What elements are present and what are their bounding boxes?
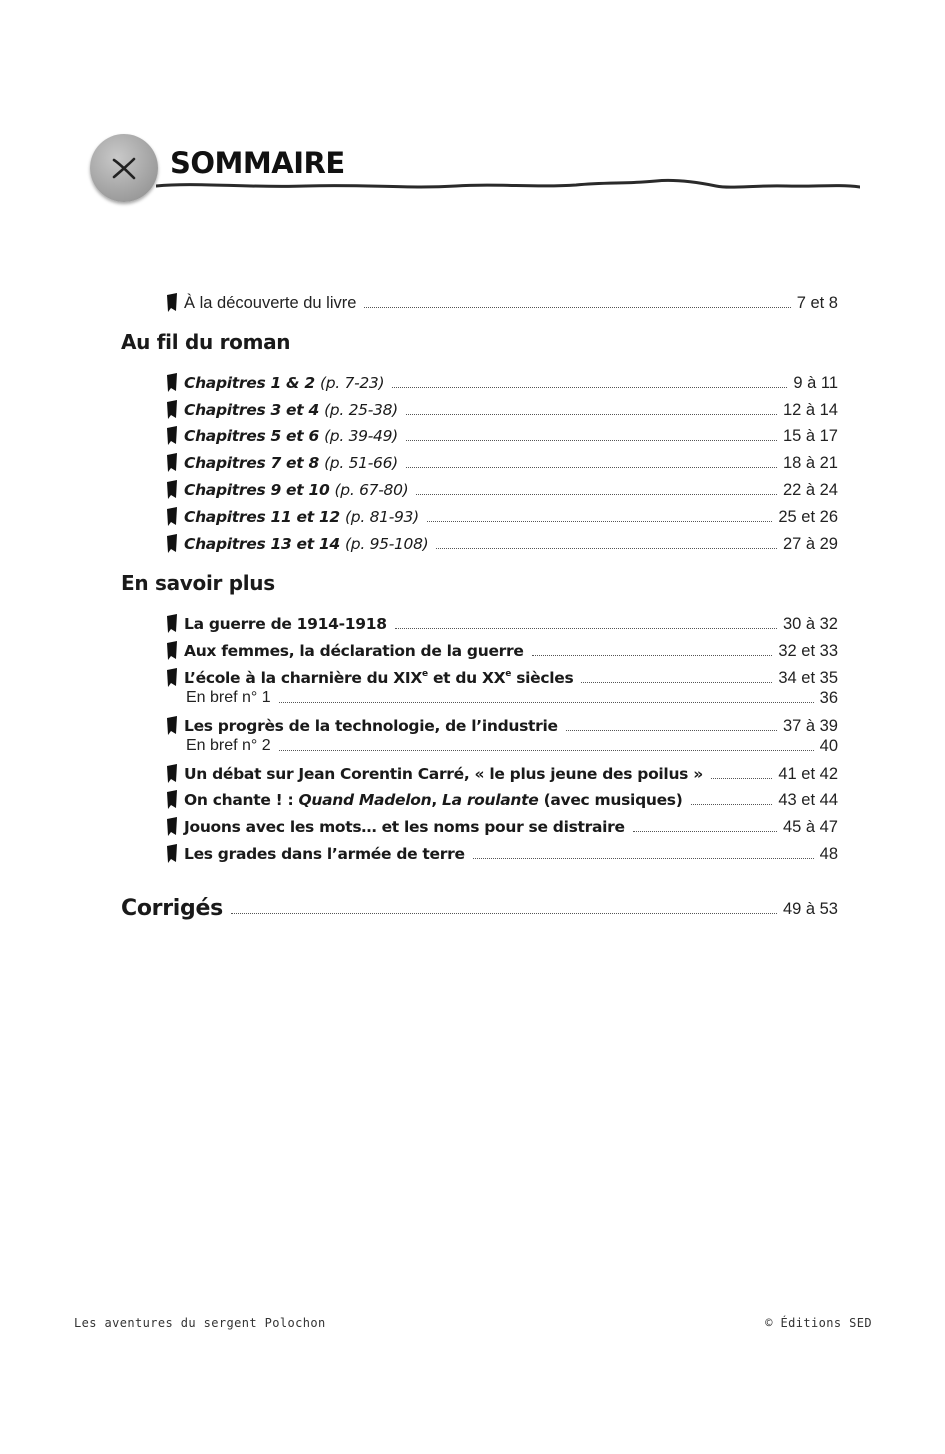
- toc-entry-pages: 12 à 14: [782, 401, 838, 419]
- toc-entry-label: En bref n° 1: [186, 689, 271, 706]
- toc-entry-chapter[interactable]: [166, 503, 838, 527]
- toc-entry-guerre[interactable]: [166, 610, 838, 634]
- dot-leader: [406, 414, 777, 415]
- section-title-savoir: En savoir plus: [121, 571, 275, 595]
- toc-entry-label: Les grades dans l’armée de terre: [184, 845, 465, 863]
- toc-entry-pages: 49 à 53: [782, 900, 838, 918]
- bookmark-marker-icon: [166, 716, 178, 735]
- toc-entry-label: En bref n° 2: [186, 737, 271, 754]
- toc-entry-pages: 25 et 26: [778, 508, 838, 526]
- toc-entry-chapter[interactable]: [166, 396, 838, 420]
- bookmark-marker-icon: [166, 400, 178, 419]
- toc-entry-pages: 41 et 42: [778, 765, 838, 783]
- toc-subentry-bref-2[interactable]: [186, 736, 838, 756]
- x-mark-emblem: [90, 134, 158, 202]
- bookmark-marker-icon: [166, 426, 178, 445]
- x-mark-icon: [90, 134, 158, 202]
- bookmark-marker-icon: [166, 453, 178, 472]
- dot-leader: [395, 628, 777, 629]
- bookmark-marker-icon: [166, 293, 178, 312]
- toc-entry-label: Jouons avec les mots… et les noms pour se distraire: [184, 818, 625, 836]
- toc-entry-grades[interactable]: [166, 840, 838, 864]
- toc-entry-pages: 27 à 29: [782, 535, 838, 553]
- dot-leader: [392, 387, 787, 388]
- toc-entry-pages: 22 à 24: [782, 481, 838, 499]
- title-underline-wave: [156, 174, 860, 194]
- toc-entry-chapter[interactable]: [166, 422, 838, 446]
- toc-entry-pages: 32 et 33: [778, 642, 838, 660]
- toc-entry-label: Chapitres 3 et 4 (p. 25-38): [184, 401, 398, 419]
- bookmark-marker-icon: [166, 668, 178, 687]
- toc-entry-label: Chapitres 13 et 14 (p. 95-108): [184, 535, 429, 553]
- dot-leader: [711, 778, 772, 779]
- toc-entry-label: Un débat sur Jean Corentin Carré, « le plus jeune des poilus »: [184, 765, 703, 783]
- dot-leader: [364, 307, 790, 308]
- bookmark-marker-icon: [166, 790, 178, 809]
- toc-entry-label: Chapitres 1 & 2 (p. 7-23): [184, 374, 385, 392]
- toc-entry-label: L’école à la charnière du XIXe et du XXe siècles: [184, 669, 574, 687]
- dot-leader: [473, 858, 814, 859]
- dot-leader: [231, 913, 777, 914]
- bookmark-marker-icon: [166, 480, 178, 499]
- dot-leader: [279, 750, 814, 751]
- dot-leader: [566, 730, 777, 731]
- dot-leader: [406, 467, 777, 468]
- bookmark-marker-icon: [166, 614, 178, 633]
- section-title-roman: Au fil du roman: [121, 330, 291, 354]
- dot-leader: [406, 440, 777, 441]
- dot-leader: [279, 702, 814, 703]
- toc-entry-label: Chapitres 9 et 10 (p. 67-80): [184, 481, 409, 499]
- toc-entry-label: On chante ! : Quand Madelon, La roulante (avec musiques): [184, 791, 683, 809]
- toc-entry-pages: 30 à 32: [782, 615, 838, 633]
- dot-leader: [633, 831, 777, 832]
- toc-entry-pages: 9 à 11: [793, 374, 838, 392]
- toc-subentry-bref-1[interactable]: [186, 688, 838, 708]
- toc-entry-label: Chapitres 11 et 12 (p. 81-93): [184, 508, 419, 526]
- toc-entry-femmes[interactable]: [166, 637, 838, 661]
- footer-book-title: Les aventures du sergent Polochon: [74, 1316, 326, 1330]
- toc-entry-label: À la découverte du livre: [184, 294, 357, 312]
- toc-entry-label: Chapitres 7 et 8 (p. 51-66): [184, 454, 398, 472]
- toc-entry-label: La guerre de 1914-1918: [184, 615, 387, 633]
- toc-entry-pages: 7 et 8: [796, 294, 838, 312]
- dot-leader: [532, 655, 773, 656]
- toc-entry-pages: 15 à 17: [782, 427, 838, 445]
- footer-copyright: © Éditions SED: [765, 1316, 872, 1330]
- toc-entry-chante[interactable]: [166, 786, 838, 810]
- toc-entry-intro[interactable]: [166, 289, 838, 313]
- toc-entry-chapter[interactable]: [166, 530, 838, 554]
- toc-entry-pages: 40: [819, 737, 838, 755]
- toc-entry-debat[interactable]: [166, 760, 838, 784]
- toc-entry-corriges[interactable]: [121, 889, 838, 919]
- dot-leader: [427, 521, 773, 522]
- toc-entry-chapter[interactable]: [166, 476, 838, 500]
- toc-entry-pages: 48: [819, 845, 838, 863]
- dot-leader: [691, 804, 773, 805]
- page-title: SOMMAIRE: [170, 146, 345, 180]
- toc-entry-progres[interactable]: [166, 712, 838, 736]
- dot-leader: [416, 494, 777, 495]
- bookmark-marker-icon: [166, 844, 178, 863]
- toc-entry-ecole[interactable]: [166, 664, 838, 688]
- dot-leader: [581, 682, 772, 683]
- bookmark-marker-icon: [166, 373, 178, 392]
- toc-entry-pages: 43 et 44: [778, 791, 838, 809]
- bookmark-marker-icon: [166, 817, 178, 836]
- toc-entry-jouons[interactable]: [166, 813, 838, 837]
- toc-entry-label: Aux femmes, la déclaration de la guerre: [184, 642, 524, 660]
- toc-entry-pages: 37 à 39: [782, 717, 838, 735]
- toc-entry-pages: 18 à 21: [782, 454, 838, 472]
- toc-entry-pages: 45 à 47: [782, 818, 838, 836]
- toc-entry-pages: 34 et 35: [778, 669, 838, 687]
- toc-entry-label: Corrigés: [121, 896, 223, 921]
- dot-leader: [436, 548, 777, 549]
- toc-entry-pages: 36: [819, 689, 838, 707]
- toc-entry-label: Les progrès de la technologie, de l’industrie: [184, 717, 558, 735]
- bookmark-marker-icon: [166, 641, 178, 660]
- bookmark-marker-icon: [166, 534, 178, 553]
- bookmark-marker-icon: [166, 507, 178, 526]
- page-header: [90, 134, 860, 204]
- bookmark-marker-icon: [166, 764, 178, 783]
- toc-entry-chapter[interactable]: [166, 449, 838, 473]
- toc-entry-chapter[interactable]: [166, 369, 838, 393]
- toc-entry-label: Chapitres 5 et 6 (p. 39-49): [184, 427, 398, 445]
